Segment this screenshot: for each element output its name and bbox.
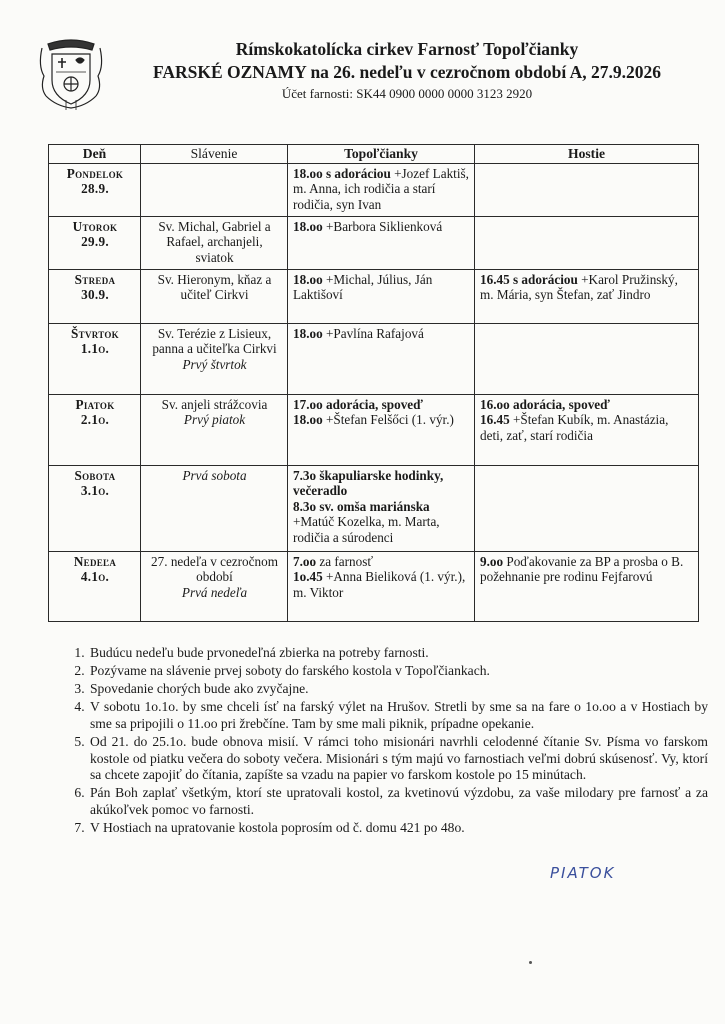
announcement-item: 3. Spovedanie chorých bude ako zvyčajne. [88,681,708,698]
hostie-cell [475,465,699,551]
mass-time: 8.3o sv. omša mariánska [293,498,430,514]
mass-intention: +Karol Pružinský, m. Mária, syn Štefan, zať Jindro [480,271,678,303]
table-row [49,465,699,551]
parish-title: Rímskokatolícka cirkev Farnosť Topoľčianky [235,39,579,59]
mass-intention: +Pavlína Rafajová [322,325,424,341]
hostie-cell [475,394,699,465]
announcements-title: FARSKÉ OZNAMY na 26. nedeľu v cezročnom období A, 27.9.2026 [152,62,662,82]
announcement-item: 1. Budúcu nedeľu bude prvonedeľná zbierka na potreby farnosti. [88,645,708,662]
announcement-item: 4. V sobotu 1o.1o. by sme chceli ísť na farský výlet na Hrušov. Stretli by sme sa na fare o 1o.oo a v Hostiach by sme sa pripojili o 11.oo pri žrebčíne. Tam by sme mali piknik, prípadne opekanie. [88,699,708,732]
celebration-cell [141,216,288,269]
day-date: 3.1o. [80,483,110,499]
announcement-item: 6. Pán Boh zaplať všetkým, ktorí ste upratovali kostol, za kvetinovú výzdobu, za vaše milodary pre farnosť a za akúkoľvek pomoc vo farnosti. [88,785,708,818]
day-cell [49,216,141,269]
day-cell [49,269,141,323]
day-name: Streda [74,271,116,287]
mass-time: 18.oo [293,412,323,428]
topolcianky-cell [288,269,475,323]
celebration-text: Prvá nedeľa [181,584,248,600]
handwritten-note-text: PIATOK [550,864,616,882]
celebration-text: Sv. Hieronym, kňaz a učiteľ Cirkvi [157,271,272,303]
celebration-text: Sv. Michal, Gabriel a Rafael, archanjeli, sviatok [158,218,271,265]
celebration-cell [141,394,288,465]
day-name: Nedeľa [73,553,117,569]
mass-entry [480,554,694,585]
mass-entry [293,468,470,499]
schedule-table [48,144,699,622]
announcement-item: 2. Pozývame na slávenie prvej soboty do farského kostola v Topoľčiankach. [88,663,708,680]
mass-intention: za farnosť [316,553,373,569]
parish-account: Účet farnosti: SK44 0900 0000 0000 3123 2920 [281,86,533,101]
celebration-cell [141,269,288,323]
ink-dot [529,961,532,964]
day-date: 2.1o. [80,412,110,428]
announcements-list [62,645,708,838]
celebration-cell [141,163,288,216]
hostie-cell [475,216,699,269]
mass-time: 16.oo adorácia, spoveď [480,396,610,412]
table-row [49,323,699,394]
mass-intention: +Štefan Felšőci (1. výr.) [322,412,454,428]
day-cell [49,394,141,465]
mass-intention: Poďakovanie za BP a prosba o B. požehnanie pre rodinu Fejfarovú [480,553,684,585]
celebration-text: Sv. Terézie z Lisieux, panna a učiteľka Cirkvi [152,325,277,357]
mass-entry [293,166,470,213]
mass-intention: +Jozef Laktiš, m. Anna, ich rodičia a starí rodičia, syn Ivan [293,165,469,212]
celebration-text: Prvý štvrtok [182,356,247,372]
mass-entry [480,272,694,303]
mass-time: 17.oo adorácia, spoveď [293,396,423,412]
celebration-text: Prvá sobota [182,467,247,483]
mass-intention: +Barbora Siklienková [322,218,443,234]
mass-entry [293,514,470,545]
mass-time: 1o.45 [293,569,323,585]
mass-intention: +Anna Bieliková (1. výr.), m. Viktor [293,569,466,600]
parish-coat-of-arms-icon [36,36,106,110]
hostie-cell [475,163,699,216]
table-header-row [49,145,699,164]
mass-time: 7.oo [293,553,317,569]
mass-time: 16.45 s adoráciou [480,271,578,287]
topolcianky-cell [288,216,475,269]
day-date: 29.9. [81,234,109,250]
column-header-celebration: Slávenie [141,145,288,164]
day-name: Pondelok [66,165,124,181]
table-row [49,216,699,269]
mass-entry [293,326,470,342]
day-name: Sobota [74,467,116,483]
day-name: Štvrtok [71,325,119,341]
mass-entry [293,219,470,235]
mass-time: 18.oo [293,325,323,341]
mass-entry [293,569,470,600]
hostie-cell [475,323,699,394]
announcement-item: 5. Od 21. do 25.1o. bude obnova misií. V rámci toho misionári navrhli celodenné čítanie Sv. Písma vo farskom kostole od piatku večera do soboty večera. Misionári s tým majú vo farnostiach veľmi dobrú skúsenosť. Vy, ktorí sa chcete zapojiť do čítania, zapíšte sa vzadu na papier vo farskom kostole po 15 minútach. [88,734,708,784]
mass-time: 18.oo [293,218,323,234]
table-row [49,394,699,465]
day-date: 4.1o. [80,569,110,585]
mass-entry [293,499,470,515]
table-row [49,551,699,621]
mass-entry [293,272,470,303]
celebration-cell [141,551,288,621]
celebration-cell [141,323,288,394]
day-date: 1.1o. [80,341,110,357]
mass-time: 16.45 [480,412,510,428]
day-cell [49,163,141,216]
mass-entry [293,397,470,413]
topolcianky-cell [288,163,475,216]
topolcianky-cell [288,394,475,465]
column-header-topolcianky: Topoľčianky [288,145,475,164]
day-cell [49,323,141,394]
header [112,38,702,104]
topolcianky-cell [288,465,475,551]
mass-time: 7.3o škapuliarske hodinky, večeradlo [293,467,444,499]
hostie-cell [475,551,699,621]
mass-intention: +Michal, Július, Ján Laktišoví [293,271,433,303]
mass-time: 18.oo [293,271,323,287]
mass-intention: +Matúč Kozelka, m. Marta, rodičia a súrodenci [293,514,440,545]
mass-entry [480,397,694,413]
celebration-text: Sv. anjeli strážcovia [161,396,268,412]
celebration-text: 27. nedeľa v cezročnom období [151,553,278,585]
mass-entry [293,412,470,428]
mass-entry [480,412,694,443]
day-name: Piatok [75,396,115,412]
column-header-day: Deň [49,145,141,164]
topolcianky-cell [288,323,475,394]
handwritten-note [548,860,626,886]
announcement-item: 7. V Hostiach na upratovanie kostola poprosím od č. domu 421 po 48o. [88,820,708,837]
day-date: 30.9. [81,287,109,303]
mass-intention: +Štefan Kubík, m. Anastázia, deti, zať, starí rodičia [480,412,669,443]
topolcianky-cell [288,551,475,621]
day-cell [49,465,141,551]
column-header-hostie: Hostie [475,145,699,164]
table-row [49,163,699,216]
mass-entry [293,554,470,570]
celebration-text: Prvý piatok [183,412,246,428]
hostie-cell [475,269,699,323]
table-row [49,269,699,323]
mass-time: 9.oo [480,553,504,569]
mass-time: 18.oo s adoráciou [293,165,391,181]
celebration-cell [141,465,288,551]
day-name: Utorok [72,218,118,234]
day-cell [49,551,141,621]
day-date: 28.9. [81,181,109,197]
